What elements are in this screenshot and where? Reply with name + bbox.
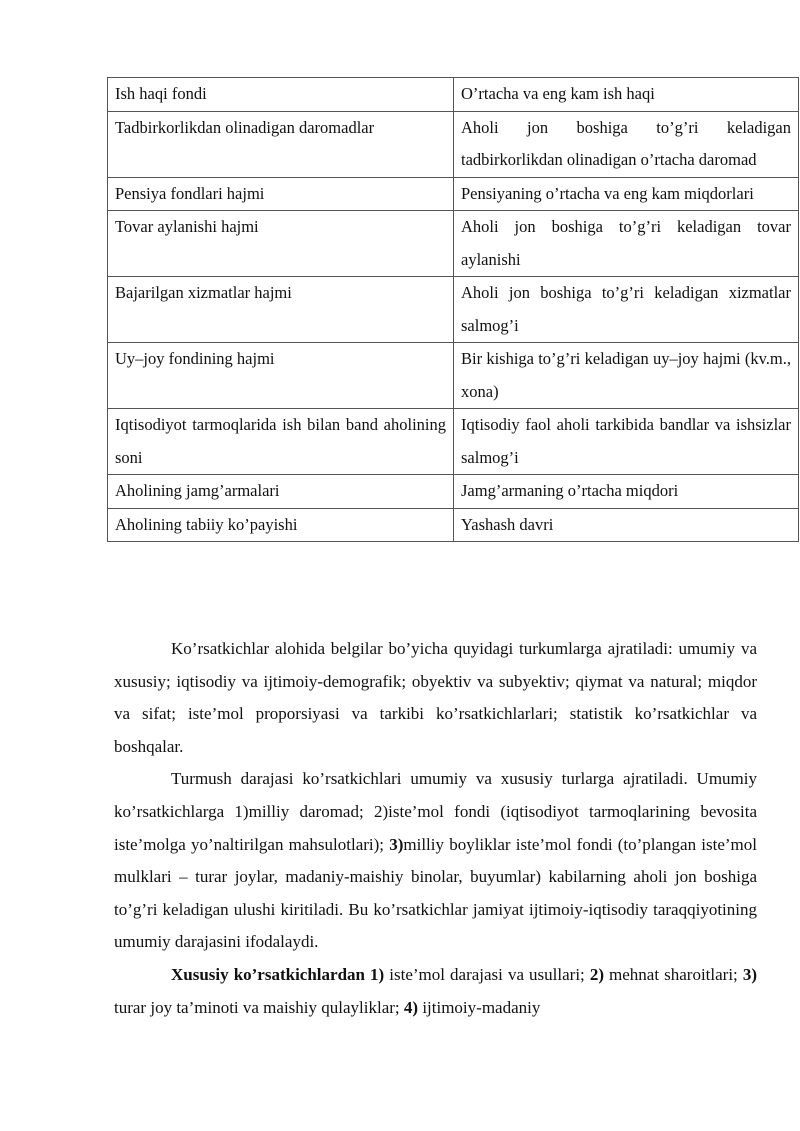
table-cell: Iqtisodiyot tarmoqlarida ish bilan band aholining soni: [108, 409, 454, 475]
table-cell: Aholi jon boshiga to’g’ri keladigan tovar aylanishi: [454, 211, 799, 277]
text-run: Turmush darajasi ko’rsatkichlari umumiy va xususiy turlarga ajratiladi. Umumiy ko’rsatkichlarga 1)milliy daromad; 2)iste’mol fondi (iqtisodiyot tarmoqlarining bevosita iste’molga yo’naltirilgan mahsulotlari);: [114, 769, 757, 854]
table-row: [108, 475, 799, 509]
bold-number: 3): [389, 834, 404, 854]
text-run: turar joy ta’minoti va maishiy qulayliklar;: [114, 997, 404, 1017]
table-cell: Pensiyaning o’rtacha va eng kam miqdorlari: [454, 177, 799, 211]
table-cell: Bajarilgan xizmatlar hajmi: [108, 277, 454, 343]
table-row: [108, 78, 799, 112]
text-run: mehnat sharoitlari;: [603, 964, 743, 984]
text-run: iste’mol darajasi va usullari;: [384, 964, 590, 984]
body-text: [114, 633, 757, 1024]
text-run: ijtimoiy-madaniy: [418, 997, 541, 1017]
table-row: [108, 409, 799, 475]
paragraph: [114, 959, 757, 1024]
indicators-table: [107, 77, 799, 542]
table-cell: Aholi jon boshiga to’g’ri keladigan xizmatlar salmog’i: [454, 277, 799, 343]
table-row: [108, 277, 799, 343]
table-cell: Pensiya fondlari hajmi: [108, 177, 454, 211]
table-row: [108, 211, 799, 277]
table-row: [108, 177, 799, 211]
table-cell: Aholining tabiiy ko’payishi: [108, 508, 454, 542]
table-cell: Ish haqi fondi: [108, 78, 454, 112]
table-cell: Uy–joy fondining hajmi: [108, 343, 454, 409]
table-cell: Yashash davri: [454, 508, 799, 542]
table-cell: Jamg’armaning o’rtacha miqdori: [454, 475, 799, 509]
table-cell: Aholining jamg’armalari: [108, 475, 454, 509]
bold-number: 3): [742, 964, 757, 984]
bold-number: 2): [589, 964, 604, 984]
table-cell: Tadbirkorlikdan olinadigan daromadlar: [108, 111, 454, 177]
bold-number: 4): [403, 997, 419, 1017]
table-cell: Tovar aylanishi hajmi: [108, 211, 454, 277]
bold-heading: Xususiy ko’rsatkichlardan: [171, 964, 365, 984]
table-row: [108, 343, 799, 409]
table-cell: Aholi jon boshiga to’g’ri keladigan tadbirkorlikdan olinadigan o’rtacha daromad: [454, 111, 799, 177]
paragraph: Ko’rsatkichlar alohida belgilar bo’yicha quyidagi turkumlarga ajratiladi: umumiy va xususiy; iqtisodiy va ijtimoiy-demografik; obyektiv va subyektiv; qiymat va natural; miqdor va sifat; iste’mol proporsiyasi va tarkibi ko’rsatkichlarlari; statistik ko’rsatkichlar va boshqalar.: [114, 639, 757, 756]
table-cell: O’rtacha va eng kam ish haqi: [454, 78, 799, 112]
table-row: [108, 508, 799, 542]
table-row: [108, 111, 799, 177]
paragraph: [114, 763, 757, 959]
table-cell: Iqtisodiy faol aholi tarkibida bandlar va ishsizlar salmog’i: [454, 409, 799, 475]
text-run: milliy boyliklar iste’mol fondi (to’plangan iste’mol mulklari – turar joylar, madaniy-maishiy binolar, buyumlar) kabilarning aholi jon boshiga to’g’ri keladigan ulushi kiritiladi. Bu ko’rsatkichlar jamiyat ijtimoiy-iqtisodiy taraqqiyotining umumiy darajasini ifodalaydi.: [114, 834, 757, 952]
bold-number: 1): [365, 964, 385, 984]
table-cell: Bir kishiga to’g’ri keladigan uy–joy hajmi (kv.m., xona): [454, 343, 799, 409]
